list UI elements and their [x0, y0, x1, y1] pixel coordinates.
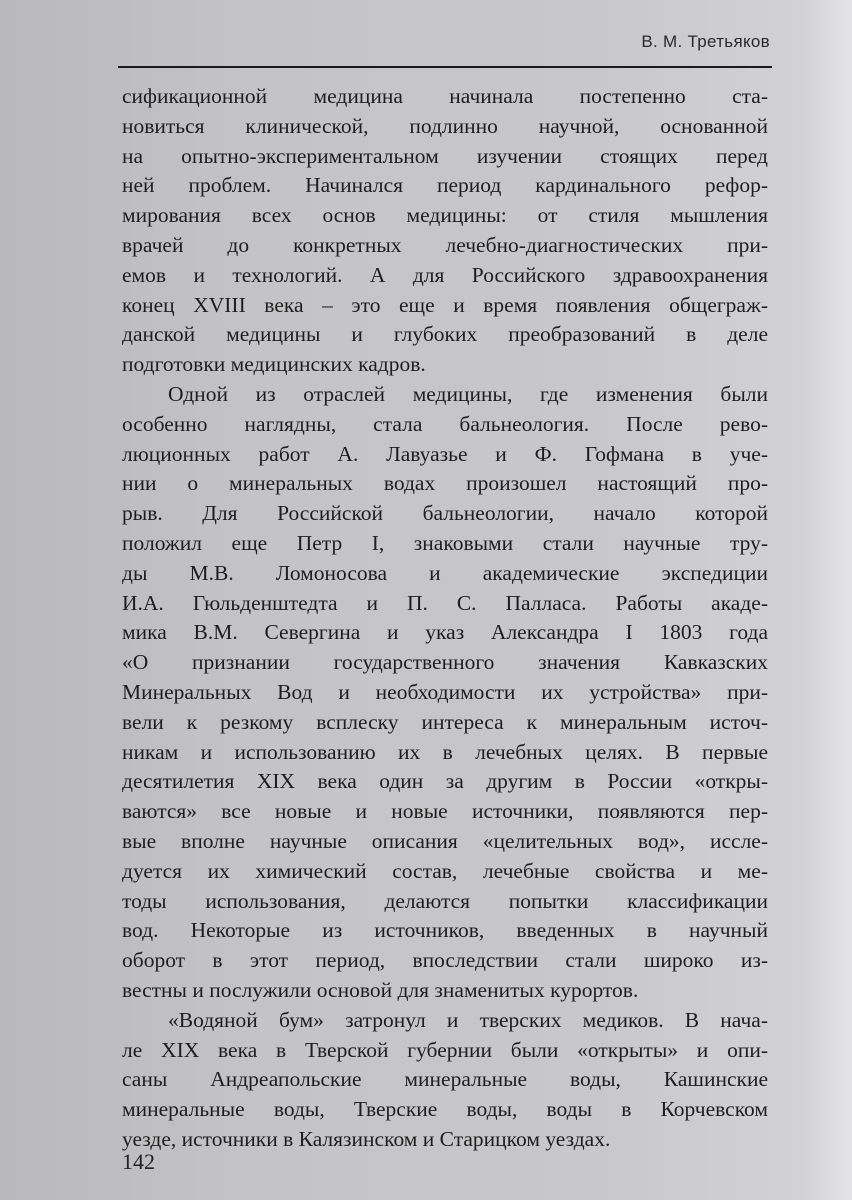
paragraph [122, 1006, 768, 1155]
text-line: вые вполне научные описания «целительных вод», иссле- [122, 828, 768, 853]
text-line: мирования всех основ медицины: от стиля мышления [122, 203, 768, 228]
page-number: 142 [122, 1149, 155, 1174]
text-line: тоды использования, делаются попытки классификации [122, 888, 768, 913]
paragraph [122, 82, 768, 380]
text-line: вестны и послужили основой для знаменитых курортов. [122, 977, 639, 1002]
text-line: вод. Некоторые из источников, введенных в научный [122, 918, 768, 943]
text-line: десятилетия XIX века один за другим в России «откры- [122, 769, 768, 794]
text-line: ваются» все новые и новые источники, появляются пер- [122, 799, 768, 824]
text-line: вели к резкому всплеску интереса к минеральным источ- [122, 709, 768, 734]
text-line: люционных работ А. Лавуазье и Ф. Гофмана в уче- [122, 441, 768, 466]
text-line: подготовки медицинских кадров. [122, 352, 426, 377]
paragraph [122, 380, 768, 1006]
text-line: саны Андреапольские минеральные воды, Кашинские [122, 1067, 768, 1092]
text-line: мика В.М. Севергина и указ Александра I 1803 года [122, 620, 768, 645]
body-text [122, 82, 768, 1155]
text-line: Минеральных Вод и необходимости их устройства» при- [122, 679, 768, 704]
text-line: Одной из отраслей медицины, где изменения были [168, 381, 768, 406]
running-header: В. М. Третьяков [641, 32, 770, 51]
text-line: дуется их химический состав, лечебные свойства и ме- [122, 858, 768, 883]
text-line: уезде, источники в Калязинском и Старицком уездах. [122, 1126, 611, 1151]
header-rule [118, 66, 772, 68]
text-line: положил еще Петр I, знаковыми стали научные тру- [122, 530, 768, 555]
text-line: никам и использованию их в лечебных целях. В первые [122, 739, 768, 764]
text-line: «О признании государственного значения Кавказских [122, 650, 768, 675]
text-line: емов и технологий. А для Российского здравоохранения [122, 262, 768, 287]
text-line: рыв. Для Российской бальнеологии, начало которой [122, 501, 768, 526]
text-line: новиться клинической, подлинно научной, основанной [122, 113, 768, 138]
text-line: на опытно-экспериментальном изучении стоящих перед [122, 143, 768, 168]
text-line: ды М.В. Ломоносова и академические экспедиции [122, 560, 768, 585]
text-line: ле XIX века в Тверской губернии были «открыты» и опи- [122, 1037, 768, 1062]
text-line: сификационной медицина начинала постепенно ста- [122, 84, 768, 108]
text-line: данской медицины и глубоких преобразований в деле [122, 322, 768, 347]
text-line: «Водяной бум» затронул и тверских медиков. В нача- [168, 1007, 768, 1032]
text-line: врачей до конкретных лечебно-диагностических при- [122, 232, 768, 257]
text-line: И.А. Гюльденштедта и П. С. Палласа. Работы акаде- [122, 590, 768, 615]
text-line: ней проблем. Начинался период кардинального рефор- [122, 173, 768, 198]
text-line: особенно наглядны, стала бальнеология. После рево- [122, 411, 768, 436]
text-line: конец XVIII века – это еще и время появления общеграж- [122, 292, 768, 317]
text-line: оборот в этот период, впоследствии стали широко из- [122, 948, 768, 973]
text-line: минеральные воды, Тверские воды, воды в Корчевском [122, 1097, 768, 1122]
text-line: нии о минеральных водах произошел настоящий про- [122, 471, 768, 496]
